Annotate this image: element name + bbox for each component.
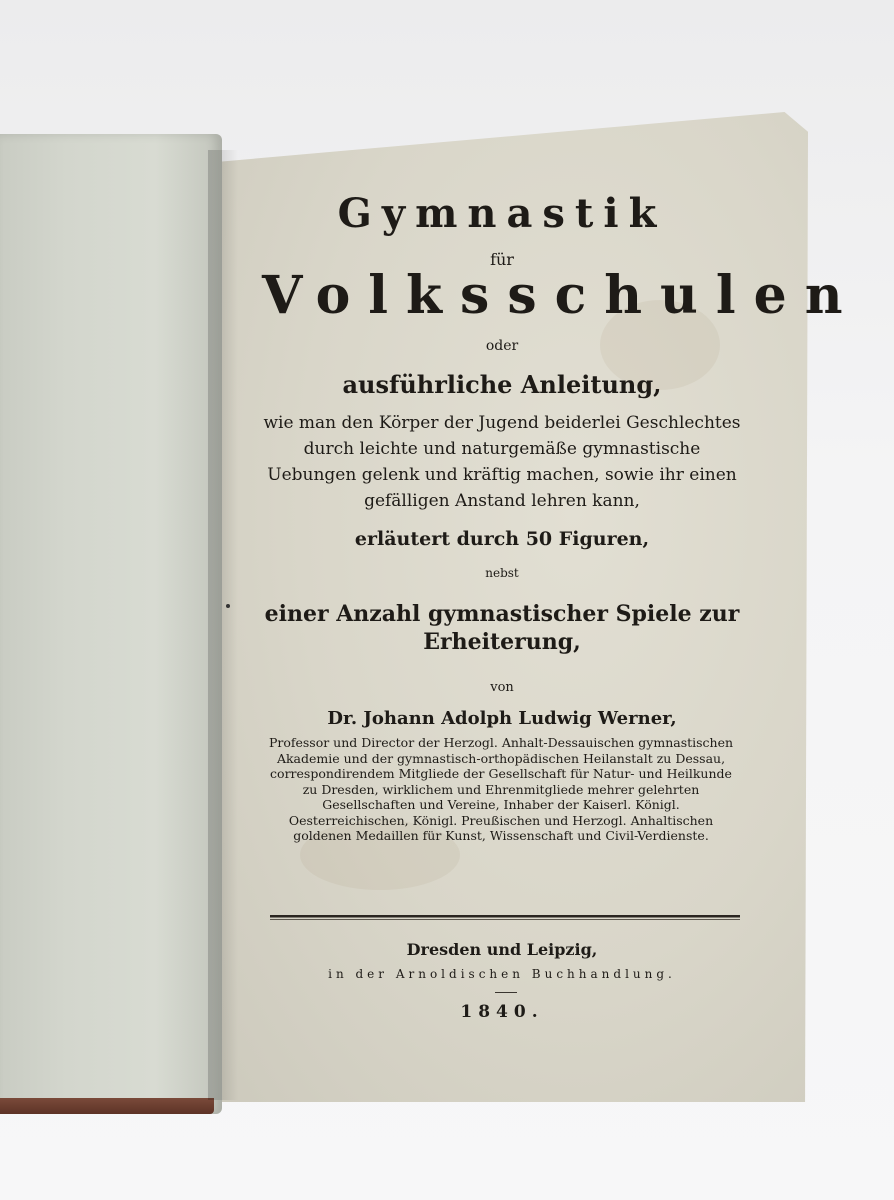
- imprint-publisher: in der Arnoldischen Buchhandlung.: [328, 967, 676, 981]
- title-oder: oder: [485, 338, 519, 354]
- author-name: Dr. Johann Adolph Ludwig Werner,: [327, 708, 677, 729]
- title-fuer: für: [490, 250, 514, 269]
- subtitle: ausführliche Anleitung,: [342, 370, 662, 399]
- games-line: einer Anzahl gymnastischer Spiele zur Erheiterung,: [264, 601, 740, 655]
- book-cover-edge: [0, 1098, 214, 1114]
- description: wie man den Körper der Jugend beiderlei Geschlechtes durch leichte und naturgemäße gymnastische Uebungen gelenk und kräftig machen, sowie ihr einen gefälligen Anstand lehren kann,: [263, 413, 741, 511]
- book-gutter-shadow: [208, 150, 238, 1100]
- illustrated-note: erläutert durch 50 Figuren,: [354, 528, 650, 550]
- title-line-1: Gymnastik: [337, 190, 667, 237]
- title-line-2: Volksschulen: [262, 265, 861, 326]
- imprint-place: Dresden und Leipzig,: [406, 940, 598, 959]
- author-credentials: Professor und Director der Herzogl. Anhalt-Dessauischen gymnastischen Akademie und der gymnastisch-orthopädischen Heilanstalt zu Dessau, correspondirendem Mitgliede der Gesellschaft für Natur- und Heilkunde zu Dresden, wirklichem und Ehrenmitgliede mehrer gelehrten Gesellschaften und Vereine, Inhaber der Kaiserl. Königl. Oesterreichischen, Königl. Preußischen und Herzogl. Anhaltischen goldenen Medaillen für Kunst, Wissenschaft und Civil-Verdienste.: [268, 735, 734, 843]
- ink-speck: [226, 604, 230, 608]
- imprint-year: 1840.: [460, 1002, 544, 1022]
- divider-rule-thin: [270, 919, 740, 920]
- left-endpaper: [0, 134, 222, 1114]
- von-word: von: [490, 680, 514, 695]
- small-divider: [495, 992, 517, 993]
- nebst-word: nebst: [485, 566, 519, 580]
